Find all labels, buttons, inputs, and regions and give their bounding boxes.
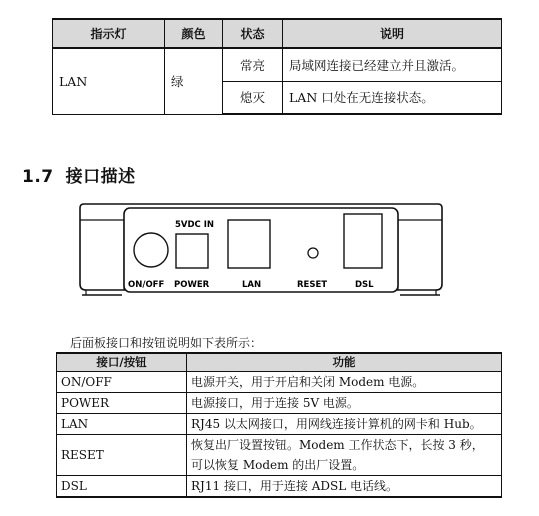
indicator-name: LAN (53, 48, 165, 114)
interface-name: DSL (57, 476, 187, 498)
indicator-table (52, 18, 502, 115)
interface-name: POWER (57, 393, 187, 414)
interface-table-header (57, 353, 502, 372)
description-cell: 局域网连接已经建立并且激活。 (283, 48, 502, 81)
label-reset: RESET (297, 280, 328, 290)
function-line-2: 可以恢复 Modem 的出厂设置。 (191, 458, 365, 472)
interface-name: LAN (57, 414, 187, 435)
label-dsl: DSL (355, 280, 374, 290)
power-jack (176, 234, 208, 268)
header-color: 颜色 (165, 19, 223, 48)
section-title: 接口描述 (65, 167, 136, 187)
description-cell: LAN 口处在无连接状态。 (283, 81, 502, 114)
label-power: POWER (174, 280, 210, 290)
indicator-color: 绿 (165, 48, 223, 114)
indicator-table-header (53, 19, 502, 48)
interface-function: RJ45 以太网接口，用网线连接计算机的网卡和 Hub。 (187, 414, 502, 435)
header-state: 状态 (223, 19, 283, 48)
header-description: 说明 (283, 19, 502, 48)
table-row (57, 393, 502, 414)
label-5vdc-in: 5VDC IN (175, 220, 215, 230)
on-off-switch (134, 233, 168, 267)
state-cell: 常亮 (223, 48, 283, 81)
section-heading (22, 162, 136, 187)
state-cell: 熄灭 (223, 81, 283, 114)
intro-text: 后面板接口和按钮说明如下表所示： (70, 336, 263, 350)
dsl-port (344, 214, 382, 268)
table-row (57, 435, 502, 476)
function-line-1: 恢复出厂设置按钮。Modem 工作状态下，长按 3 秒， (191, 438, 484, 452)
table-row (57, 476, 502, 498)
table-row (57, 372, 502, 393)
interface-function: 电源接口，用于连接 5V 电源。 (187, 393, 502, 414)
header-function: 功能 (187, 353, 502, 372)
interface-table (56, 352, 502, 498)
label-lan: LAN (242, 280, 262, 290)
reset-hole (308, 248, 318, 258)
device-rear-panel-illustration (78, 200, 444, 300)
header-interface: 接口/按钮 (57, 353, 187, 372)
interface-function: RJ11 接口，用于连接 ADSL 电话线。 (187, 476, 502, 498)
interface-name: ON/OFF (57, 372, 187, 393)
interface-function (187, 435, 502, 476)
table-row (53, 48, 502, 81)
interface-name: RESET (57, 435, 187, 476)
label-on-off: ON/OFF (128, 280, 165, 290)
section-number: 1.7 (22, 167, 54, 187)
lan-port (228, 220, 270, 268)
header-indicator: 指示灯 (53, 19, 165, 48)
table-row (57, 414, 502, 435)
interface-function: 电源开关，用于开启和关闭 Modem 电源。 (187, 372, 502, 393)
